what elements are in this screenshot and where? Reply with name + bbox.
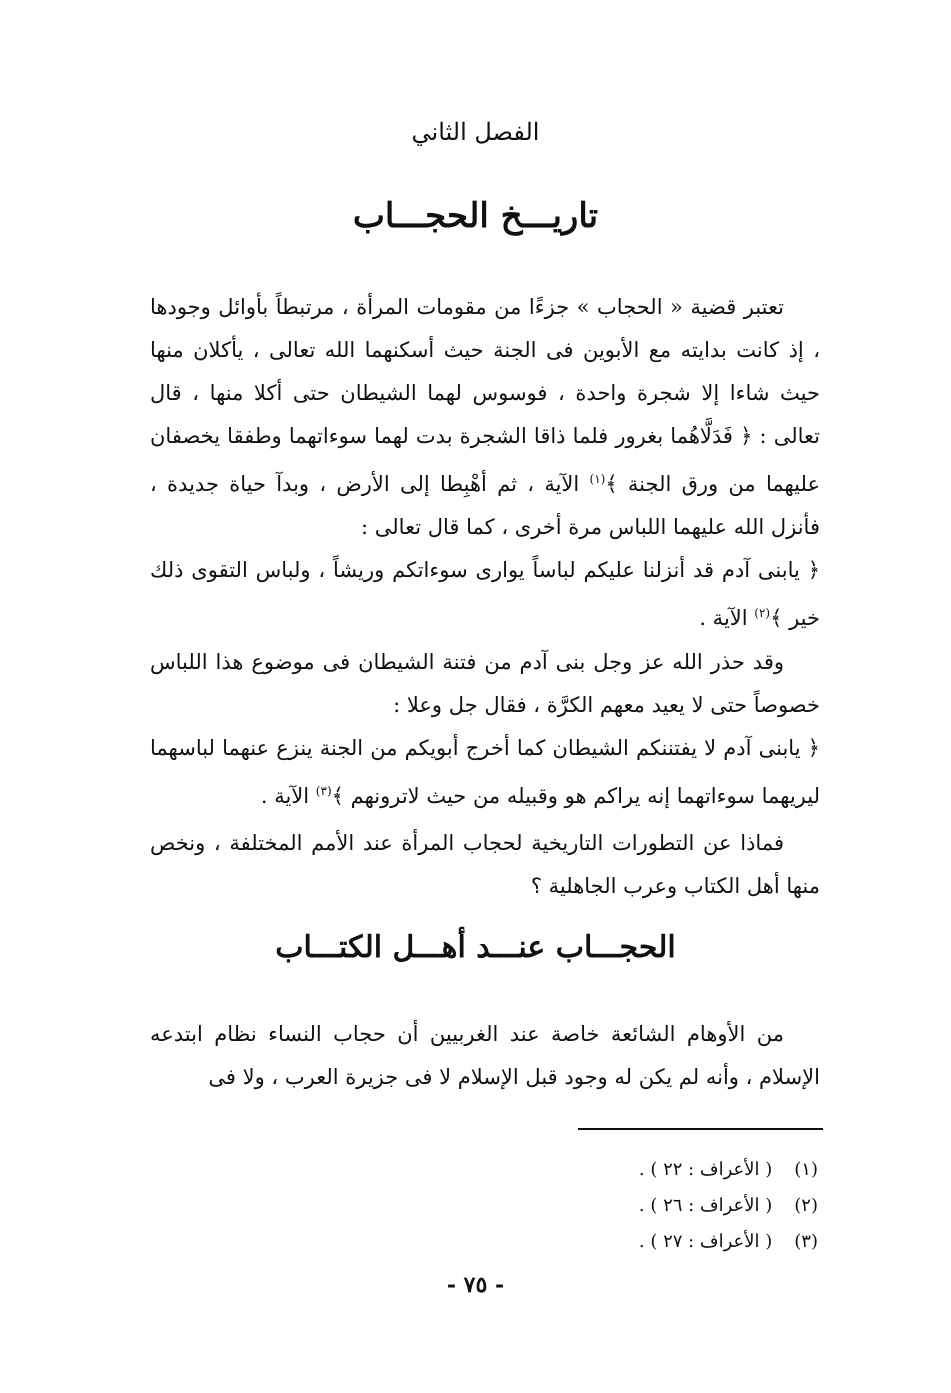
- footnote-1: [500, 1152, 818, 1188]
- footnote-1-text: ( الأعراف : ٢٢ ) .: [638, 1159, 773, 1180]
- quote-2-text: ﴿ يابنى آدم لا يفتننكم الشيطان كما أخرج أبويكم من الجنة ينزع عنهما لباسهما ليريهما سوءاتهما إنه يراكم هو وقبيله من حيث لاترونهم ﴾: [150, 736, 820, 808]
- people-of-book-section: [150, 1013, 820, 1099]
- footnote-1-number: (١): [794, 1159, 818, 1180]
- warning-section: [150, 641, 820, 818]
- quote-1: [150, 549, 820, 640]
- paragraph-1-end: حياة جديدة ، فأنزل الله عليهما اللباس مرة أخرى ، كما قال تعالى :: [150, 472, 820, 539]
- footnote-3: [500, 1224, 818, 1260]
- footnote-2: [500, 1188, 818, 1224]
- section-title: الحجـــاب عنـــد أهـــل الكتـــاب: [275, 930, 676, 965]
- footnote-marker-1: (١): [589, 472, 606, 486]
- quote-1-text: ﴿ يابنى آدم قد أنزلنا عليكم لباساً يوارى سوءاتكم وريشاً ، ولباس التقوى ذلك خير ﴾: [150, 558, 820, 630]
- paragraph-2: وقد حذر الله عز وجل بنى آدم من فتنة الشيطان فى موضوع هذا اللباس خصوصاً حتى لا يعيد معهم الكرَّة ، فقال جل وعلا :: [150, 650, 820, 717]
- footnote-2-number: (٢): [794, 1195, 818, 1216]
- quote-2: [150, 727, 820, 818]
- paragraph-4: من الأوهام الشائعة خاصة عند الغربيين أن حجاب النساء نظام ابتدعه الإسلام ، وأنه لم يكن له وجود قبل الإسلام لا فى جزيرة العرب ، ولا فى: [150, 1022, 820, 1089]
- footnote-marker-3: (٣): [315, 784, 332, 798]
- footnotes: [500, 1152, 818, 1260]
- question-section: [150, 822, 820, 908]
- paragraph-3: فماذا عن التطورات التاريخية لحجاب المرأة عند الأمم المختلفة ، ونخص منها أهل الكتاب وعرب الجاهلية ؟: [150, 831, 820, 898]
- page-number: - ٧٥ -: [446, 1272, 505, 1298]
- quote-1-tail: الآية .: [699, 606, 755, 630]
- footnote-marker-2: (٢): [754, 606, 771, 620]
- intro-section: [150, 286, 820, 640]
- paragraph-1: [150, 286, 820, 549]
- main-title: تاريـــخ الحجـــاب: [352, 196, 599, 236]
- footnote-3-text: ( الأعراف : ٢٧ ) .: [638, 1231, 773, 1252]
- footnote-divider: [578, 1128, 823, 1130]
- paragraph-1-continuation: الآية ، ثم أهْبِطا إلى الأرض ، وبدآ: [276, 472, 590, 496]
- footnote-3-number: (٣): [794, 1231, 818, 1252]
- footnote-2-text: ( الأعراف : ٢٦ ) .: [638, 1195, 773, 1216]
- chapter-title: الفصل الثاني: [411, 118, 540, 146]
- paragraph-1-text: تعتبر قضية « الحجاب » جزءًا من مقومات المرأة ، مرتبطاً بأوائل وجودها ، إذ كانت بدايته مع الأبوين فى الجنة حيث أسكنهما الله تعالى ، يأكلان منها حيث شاءا إلا شجرة واحدة ، فوسوس لهما الشيطان حتى أكلا منها ، قال تعالى : ﴿ فَدَلَّاهُما بغرور فلما ذاقا الشجرة بدت لهما سوءاتهما وطفقا يخصفان عليهما من ورق الجنة ﴾: [150, 295, 820, 496]
- quote-2-tail: الآية .: [260, 784, 316, 808]
